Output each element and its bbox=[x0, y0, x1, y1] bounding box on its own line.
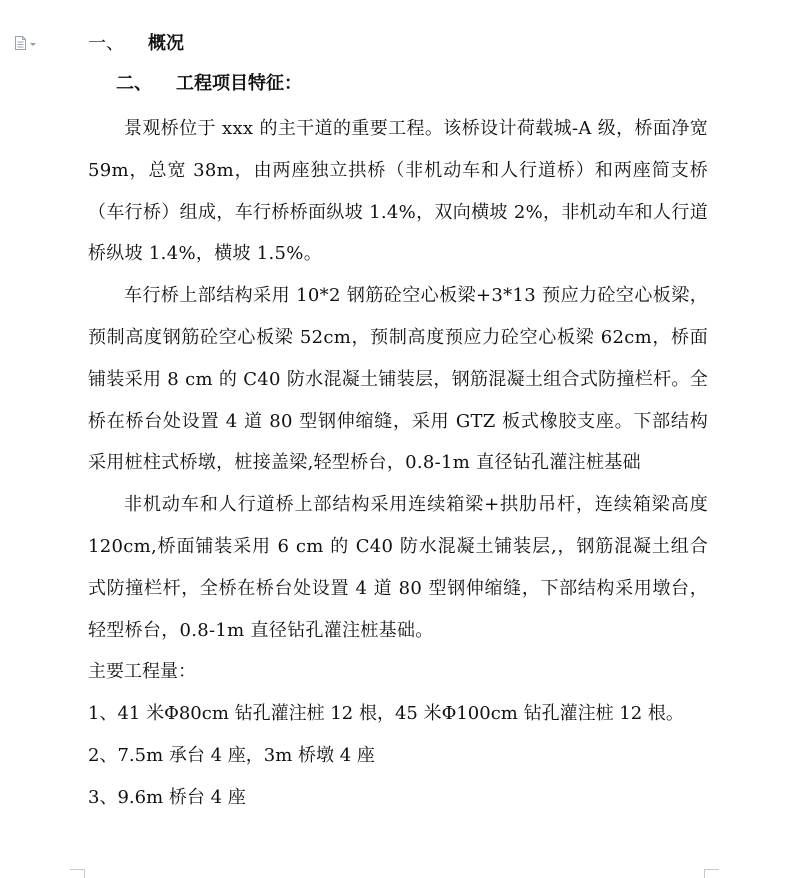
document-body bbox=[88, 26, 708, 819]
quantity-item: 3、9.6m 桥台 4 座 bbox=[88, 786, 246, 808]
quantities-title: 主要工程量： bbox=[88, 661, 196, 683]
heading-overview bbox=[88, 26, 708, 62]
document-icon bbox=[14, 36, 27, 50]
heading-overview-text: 概况 bbox=[148, 33, 184, 54]
heading-overview-number: 一、 bbox=[88, 33, 124, 54]
paragraph-vehicle-bridge: 车行桥上部结构采用 10*2 钢筋砼空心板梁+3*13 预应力砼空心板梁，预制高度钢筋砼空心板梁 52cm，预制高度预应力砼空心板梁 62cm，桥面铺装采用 8 cm 的 C40 防水混凝土铺装层，钢筋混凝土组合式防撞栏杆。全桥在桥台处设置 4 道 80 型钢伸缩缝，采用 GTZ 板式橡胶支座。下部结构采用桩柱式桥墩，桩接盖梁,轻型桥台，0.8-1m 直径钻孔灌注桩基础 bbox=[88, 285, 708, 474]
page-corner-mark-right bbox=[704, 869, 719, 878]
paragraph-bridge-overview: 景观桥位于 xxx 的主干道的重要工程。该桥设计荷载城-A 级，桥面净宽 59m，总宽 38m，由两座独立拱桥（非机动车和人行道桥）和两座简支桥（车行桥）组成，车行桥桥面纵坡 1.4%，双向横坡 2%，非机动车和人行道桥纵坡 1.4%，横坡 1.5%。 bbox=[88, 118, 708, 265]
page-corner-mark-left bbox=[70, 869, 85, 878]
heading-project-features-number: 二、 bbox=[116, 73, 152, 94]
quantity-item: 2、7.5m 承台 4 座，3m 桥墩 4 座 bbox=[88, 744, 375, 766]
heading-project-features bbox=[116, 62, 708, 106]
paragraph-pedestrian-bridge: 非机动车和人行道桥上部结构采用连续箱梁+拱肋吊杆，连续箱梁高度 120cm,桥面铺装采用 6 cm 的 C40 防水混凝土铺装层,，钢筋混凝土组合式防撞栏杆，全桥在桥台处设置 4 道 80 型钢伸缩缝，下部结构采用墩台，轻型桥台，0.8-1m 直径钻孔灌注桩基础。 bbox=[88, 494, 708, 641]
quantity-item: 1、41 米Φ80cm 钻孔灌注桩 12 根，45 米Φ100cm 钻孔灌注桩 12 根。 bbox=[88, 703, 684, 725]
heading-project-features-text: 工程项目特征： bbox=[176, 73, 302, 94]
dropdown-caret-icon bbox=[30, 43, 36, 46]
document-menu[interactable] bbox=[14, 36, 40, 50]
